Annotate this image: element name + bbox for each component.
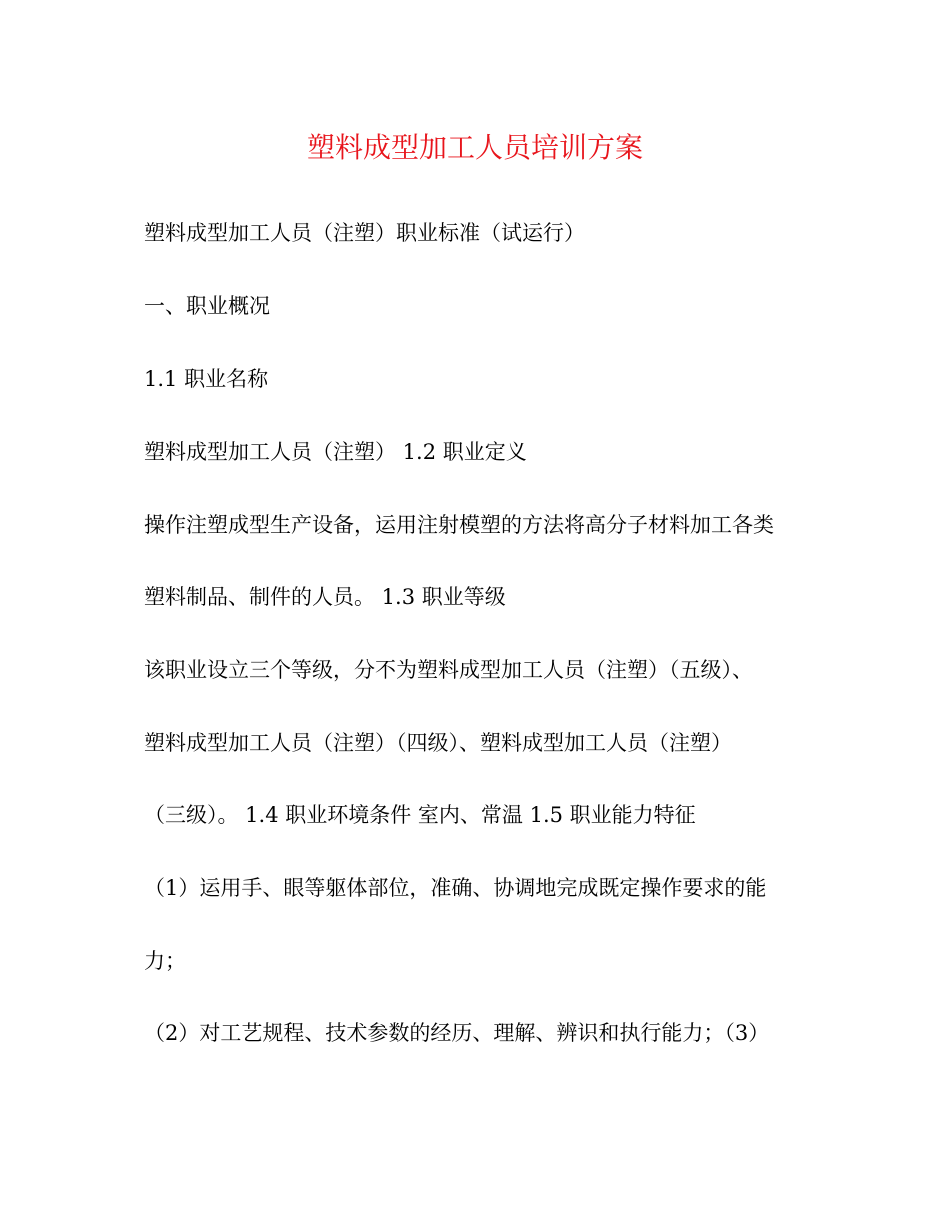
paragraph-line: 塑料制品、制件的人员。 1.3 职业等级 bbox=[144, 585, 506, 609]
paragraph-line: （1）运用手、眼等躯体部位，准确、协调地完成既定操作要求的能 bbox=[144, 876, 767, 900]
paragraph-line: 操作注塑成型生产设备，运用注射模塑的方法将高分子材料加工各类 bbox=[144, 513, 774, 537]
paragraph-line: （三级）。 1.4 职业环境条件 室内、常温 1.5 职业能力特征 bbox=[144, 803, 696, 827]
document-title: 塑料成型加工人员培训方案 bbox=[306, 131, 643, 164]
paragraph-line: 塑料成型加工人员（注塑） 1.2 职业定义 bbox=[144, 440, 527, 464]
paragraph-line: 该职业设立三个等级，分不为塑料成型加工人员（注塑）（五级）、 bbox=[144, 658, 753, 682]
paragraph-line: 塑料成型加工人员（注塑）（四级）、塑料成型加工人员（注塑） bbox=[144, 731, 732, 755]
paragraph-line: 塑料成型加工人员（注塑）职业标准（试运行） bbox=[144, 221, 585, 245]
subsection-heading: 1.1 职业名称 bbox=[144, 367, 269, 391]
paragraph-line: （2）对工艺规程、技术参数的经历、理解、辨识和执行能力；（3） bbox=[144, 1021, 770, 1045]
paragraph-line: 力； bbox=[144, 949, 186, 973]
section-heading: 一、职业概况 bbox=[144, 294, 270, 318]
